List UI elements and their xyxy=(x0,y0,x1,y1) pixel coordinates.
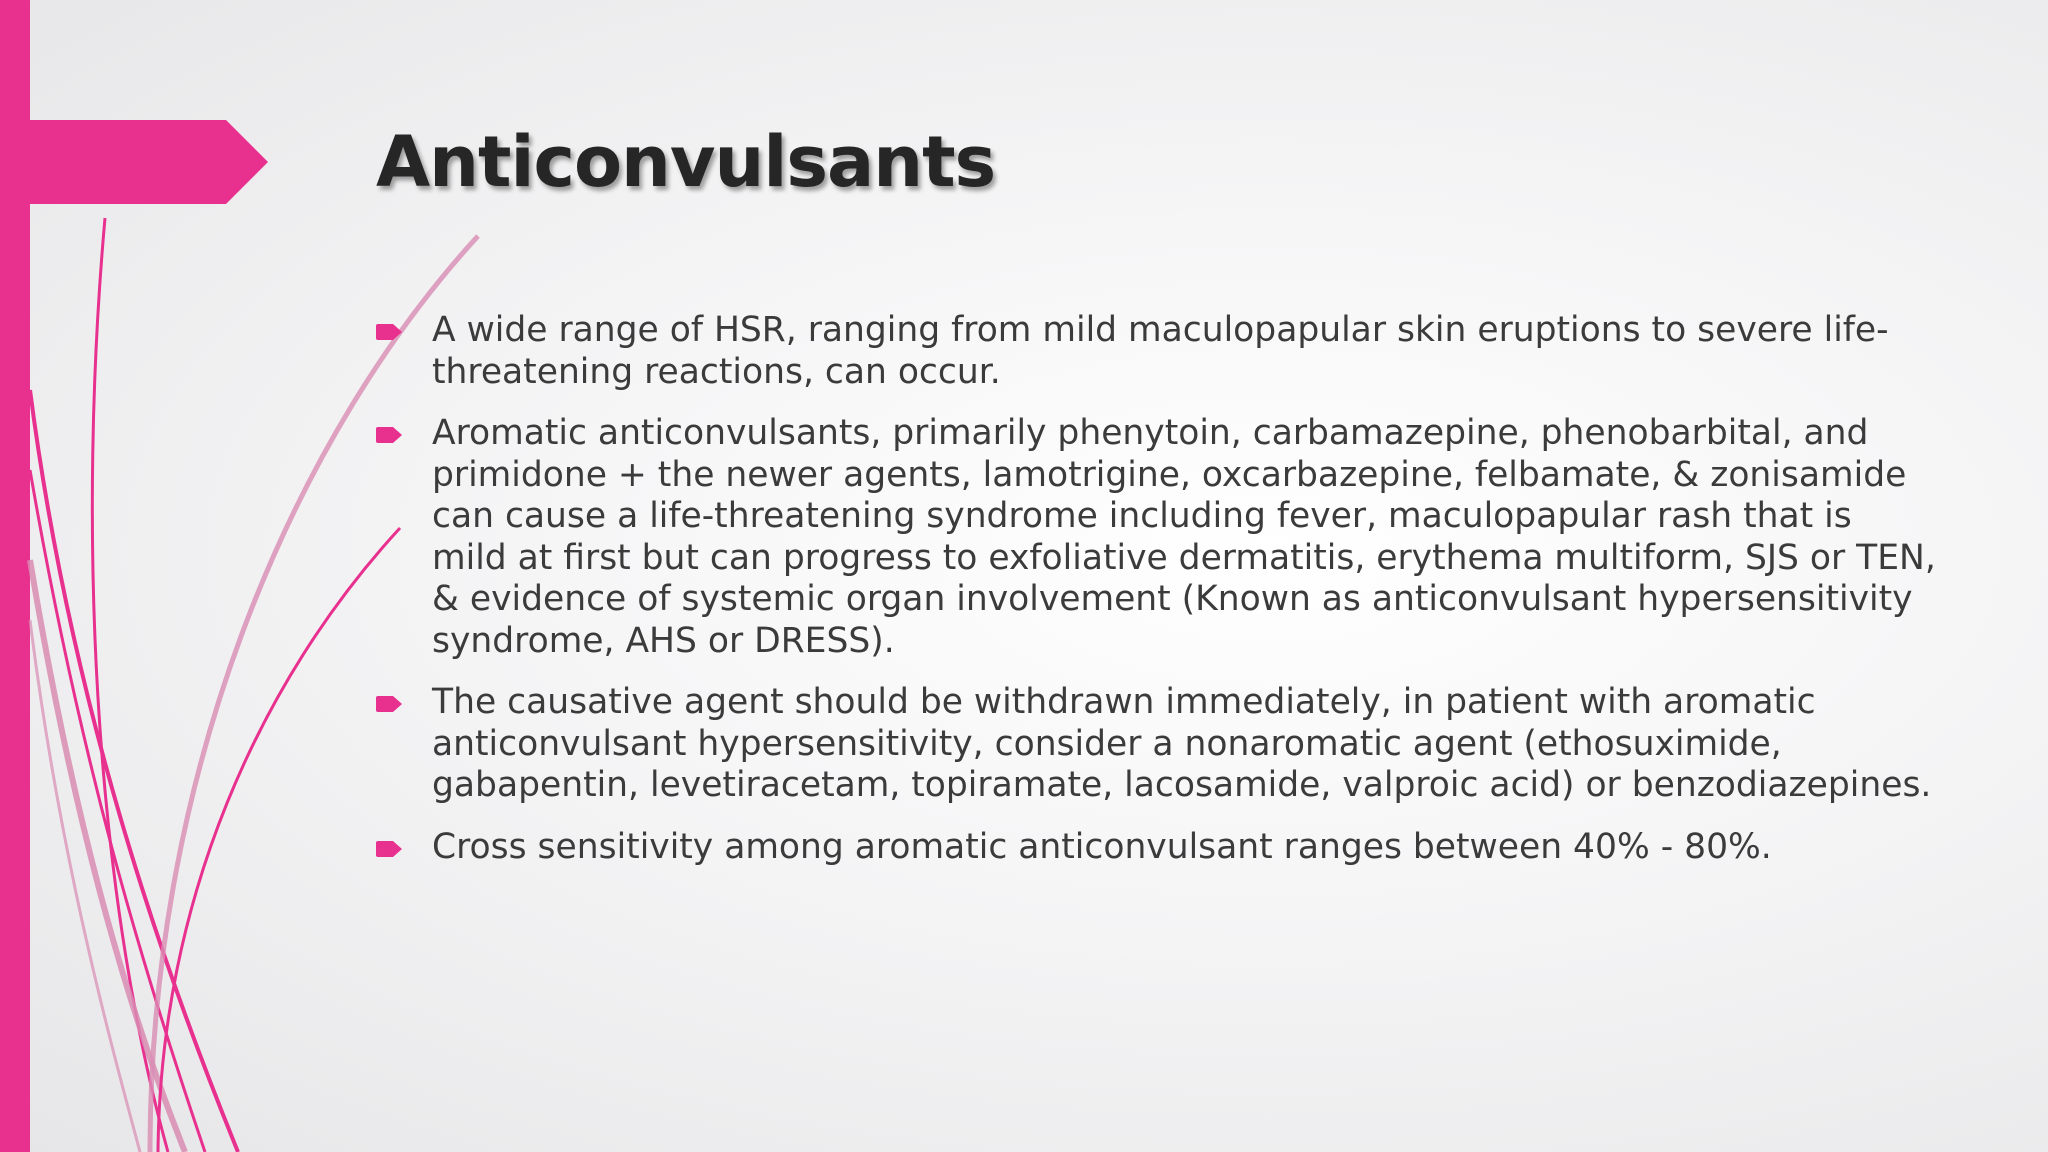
bullet-list xyxy=(376,310,1936,888)
title-arrow-band xyxy=(0,120,268,204)
decorative-curve xyxy=(30,390,238,1152)
bullet-text: Aromatic anticonvulsants, primarily phenytoin, carbamazepine, phenobarbital, and primidone + the newer agents, lamotrigine, oxcarbazepine, felbamate, & zonisamide can cause a life-threatening syndrome including fever, maculopapular rash that is mild at first but can progress to exfoliative dermatitis, erythema multiform, SJS or TEN, & evidence of systemic organ involvement (Known as anticonvulsant hypersensitivity syndrome, AHS or DRESS). xyxy=(432,413,1936,661)
bullet-text: The causative agent should be withdrawn immediately, in patient with aromatic anticonvulsant hypersensitivity, consider a nonaromatic agent (ethosuximide, gabapentin, levetiracetam, topiramate, lacosamide, valproic acid) or benzodiazepines. xyxy=(432,682,1932,805)
bullet-item xyxy=(376,413,1936,662)
bullet-item xyxy=(376,827,1936,869)
decorative-curve xyxy=(158,528,400,1152)
bullet-text: Cross sensitivity among aromatic anticonvulsant ranges between 40% - 80%. xyxy=(432,826,1772,867)
arrow-bullet-icon xyxy=(376,427,402,443)
bullet-item xyxy=(376,310,1936,393)
bullet-text: A wide range of HSR, ranging from mild maculopapular skin eruptions to severe life-threatening reactions, can occur. xyxy=(432,310,1889,392)
bullet-item xyxy=(376,682,1936,807)
arrow-bullet-icon xyxy=(376,841,402,857)
arrow-bullet-icon xyxy=(376,324,402,340)
slide-title: Anticonvulsants xyxy=(376,121,996,203)
arrow-bullet-icon xyxy=(376,696,402,712)
